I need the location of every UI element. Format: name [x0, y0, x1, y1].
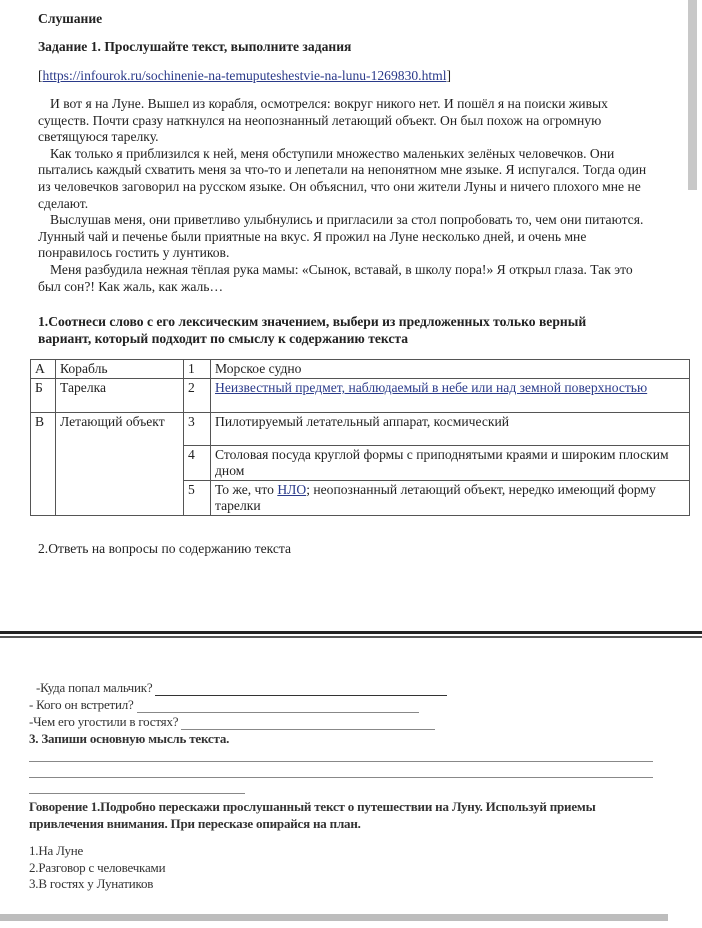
- meaning-link[interactable]: Неизвестный предмет, наблюдаемый в небе или над земной поверхностью: [211, 379, 690, 413]
- speaking-title: Говорение 1.Подробно перескажи прослушанный текст о путешествии на Луну. Используй приемы привлечения внимания. При пересказе опирайся на план.: [29, 799, 596, 831]
- plan-item: 1.На Луне: [29, 843, 84, 858]
- question: - Кого он встретил?: [29, 697, 134, 712]
- table-row: [31, 413, 690, 446]
- matching-table: [30, 359, 690, 516]
- section-title: Слушание: [38, 11, 103, 26]
- answer-line[interactable]: [155, 695, 447, 696]
- answer-line[interactable]: [29, 777, 653, 778]
- paragraph: И вот я на Луне. Вышел из корабля, осмотрелся: вокруг никого нет. И пошёл я на поиски живых существ. Почти сразу наткнулся на неопознанный летающий объект. Он был похож на огромную светящуюся тарелку.: [38, 96, 608, 145]
- answer-line[interactable]: [181, 729, 435, 730]
- bottom-scrollbar[interactable]: [0, 914, 668, 921]
- table-row: [31, 379, 690, 413]
- task3-title: 3. Запиши основную мысль текста.: [29, 731, 230, 746]
- meaning: Пилотируемый летательный аппарат, космический: [211, 413, 690, 446]
- divider: [0, 636, 702, 638]
- meaning-number: 3: [184, 413, 211, 446]
- scrollbar[interactable]: [688, 0, 697, 190]
- plan-item: 3.В гостях у Лунатиков: [29, 876, 154, 891]
- story-text: [38, 96, 650, 295]
- question: -Чем его угостили в гостях?: [29, 714, 179, 729]
- answer-line[interactable]: [137, 712, 419, 713]
- meaning-text: То же, что: [215, 482, 278, 497]
- question-row: [29, 714, 435, 730]
- meaning: Морское судно: [211, 360, 690, 379]
- meaning-number: 1: [184, 360, 211, 379]
- meaning: Столовая посуда круглой формы с приподнятыми краями и широким плоским дном: [211, 446, 690, 481]
- meaning-text: ; неопознанный летающий объект, нередко имеющий форму тарелки: [215, 482, 656, 513]
- word: Тарелка: [56, 379, 184, 413]
- meaning-number: 4: [184, 446, 211, 481]
- divider: [0, 631, 702, 634]
- table-row: [31, 360, 690, 379]
- paragraph: Выслушав меня, они приветливо улыбнулись и пригласили за стол попробовать то, чем они питаются. Лунный чай и печенье были приятные на вкус. Я прожил на Луне несколько дней, и очень мне понравилось гостить у лунтиков.: [38, 212, 644, 261]
- paragraph: Как только я приблизился к ней, меня обступили множество маленьких зелёных человечков. Они пытались каждый схватить меня за что-то и лепетали на непонятном мне языке. Я испугался. Тогда один из человечков заговорил на русском языке. Он объяснил, что они жители Луны и ничего плохого мне не сделают.: [38, 145, 647, 211]
- meaning: [211, 481, 690, 516]
- word-letter: А: [31, 360, 56, 379]
- question-row: [29, 697, 419, 713]
- meaning-number: 5: [184, 481, 211, 516]
- plan-list: [29, 843, 165, 893]
- answer-line[interactable]: [29, 793, 245, 794]
- answer-line[interactable]: [29, 761, 653, 762]
- nlo-link[interactable]: НЛО: [277, 482, 307, 497]
- word-letter: В: [31, 413, 56, 516]
- question: -Куда попал мальчик?: [36, 680, 153, 695]
- question-row: [36, 680, 447, 696]
- word: Летающий объект: [56, 413, 184, 516]
- word-letter: Б: [31, 379, 56, 413]
- paragraph: Меня разбудила нежная тёплая рука мамы: «Сынок, вставай, в школу пора!» Я открыл глаза. Так это был сон?! Как жаль, как жаль…: [38, 261, 633, 294]
- task1-title: 1.Соотнеси слово с его лексическим значением, выбери из предложенных только верный вариант, который подходит по смыслу к содержанию текста: [38, 314, 587, 346]
- word: Корабль: [56, 360, 184, 379]
- task-title: Задание 1. Прослушайте текст, выполните задания: [38, 39, 352, 54]
- meaning-number: 2: [184, 379, 211, 413]
- source-line: [https://infourok.ru/sochinenie-na-temuputeshestvie-na-lunu-1269830.html]: [38, 68, 452, 83]
- plan-item: 2.Разговор с человечками: [29, 859, 166, 875]
- source-link[interactable]: https://infourok.ru/sochinenie-na-temuputeshestvie-na-lunu-1269830.html: [42, 68, 447, 83]
- task2-title: 2.Ответь на вопросы по содержанию текста: [38, 541, 292, 556]
